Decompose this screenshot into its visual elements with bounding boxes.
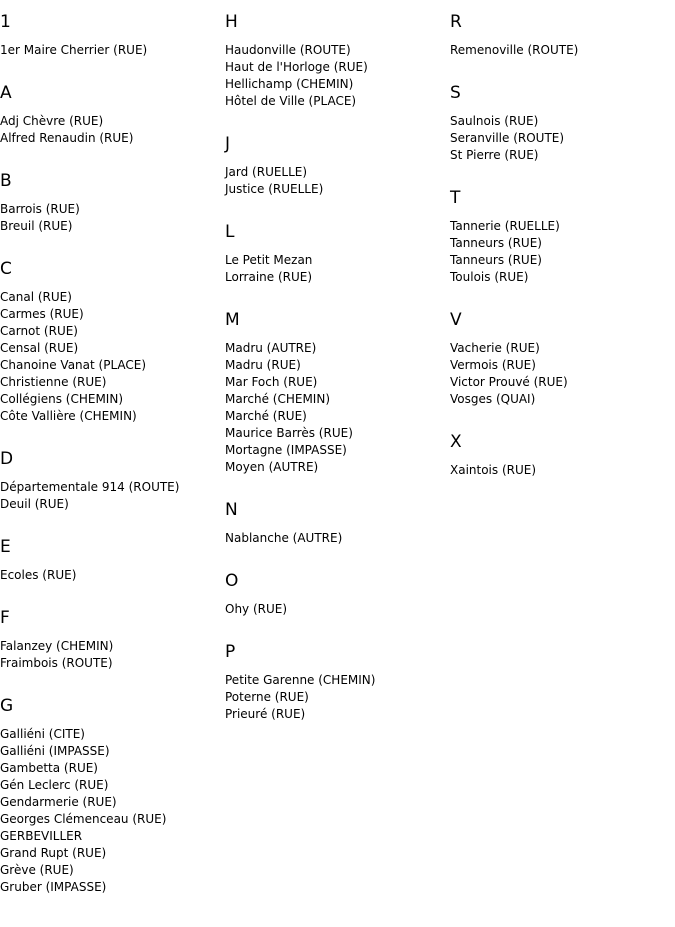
street-link[interactable]: Remenoville (ROUTE) <box>450 43 579 57</box>
letter-section <box>450 0 675 71</box>
street-link[interactable]: Carnot (RUE) <box>0 324 78 338</box>
street-link[interactable]: Gambetta (RUE) <box>0 761 98 775</box>
section-spacer <box>450 164 675 176</box>
letter-heading: N <box>225 500 238 520</box>
street-index-column-2 <box>225 0 450 735</box>
letter-heading: B <box>0 171 12 191</box>
section-spacer <box>225 198 450 210</box>
street-link[interactable]: Xaintois (RUE) <box>450 463 537 477</box>
street-link[interactable]: Chanoine Vanat (PLACE) <box>0 358 147 372</box>
street-link[interactable]: Haut de l'Horloge (RUE) <box>225 60 368 74</box>
street-index-column-3 <box>450 0 675 491</box>
section-spacer <box>0 235 225 247</box>
letter-heading: E <box>0 537 11 557</box>
letter-section <box>225 630 450 735</box>
street-link[interactable]: Tanneurs (RUE) <box>450 236 542 250</box>
letter-heading: V <box>450 310 462 330</box>
street-link[interactable]: Barrois (RUE) <box>0 202 80 216</box>
street-index-column-1 <box>0 0 225 908</box>
street-link[interactable]: Vermois (RUE) <box>450 358 536 372</box>
street-link[interactable]: Vosges (QUAI) <box>450 392 536 406</box>
street-link[interactable]: Mortagne (IMPASSE) <box>225 443 347 457</box>
street-link[interactable]: Jard (RUELLE) <box>225 165 308 179</box>
street-link[interactable]: Christienne (RUE) <box>0 375 107 389</box>
letter-heading: S <box>450 83 461 103</box>
letter-section <box>225 210 450 298</box>
letter-heading: 1 <box>0 12 11 32</box>
street-link[interactable]: Toulois (RUE) <box>450 270 529 284</box>
street-link[interactable]: Tanneurs (RUE) <box>450 253 542 267</box>
street-link[interactable]: Falanzey (CHEMIN) <box>0 639 114 653</box>
letter-heading: M <box>225 310 240 330</box>
street-link[interactable]: Alfred Renaudin (RUE) <box>0 131 134 145</box>
street-link[interactable]: Ecoles (RUE) <box>0 568 77 582</box>
street-link[interactable]: Hôtel de Ville (PLACE) <box>225 94 357 108</box>
street-link[interactable]: Grève (RUE) <box>0 863 74 877</box>
letter-section <box>450 176 675 298</box>
street-link[interactable]: 1er Maire Cherrier (RUE) <box>0 43 148 57</box>
street-link[interactable]: Galliéni (CITE) <box>0 727 85 741</box>
street-link[interactable]: GERBEVILLER <box>0 829 83 843</box>
street-link[interactable]: Vacherie (RUE) <box>450 341 540 355</box>
section-spacer <box>0 513 225 525</box>
section-spacer <box>0 672 225 684</box>
letter-heading: R <box>450 12 462 32</box>
letter-heading: J <box>225 134 231 154</box>
street-link[interactable]: Censal (RUE) <box>0 341 79 355</box>
street-link[interactable]: Fraimbois (ROUTE) <box>0 656 113 670</box>
street-link[interactable]: Côte Vallière (CHEMIN) <box>0 409 137 423</box>
letter-heading: D <box>0 449 14 469</box>
letter-section <box>0 596 225 684</box>
street-link[interactable]: Moyen (AUTRE) <box>225 460 319 474</box>
street-link[interactable]: Le Petit Mezan <box>225 253 313 267</box>
section-spacer <box>225 618 450 630</box>
section-spacer <box>0 896 225 908</box>
street-link[interactable]: Gruber (IMPASSE) <box>0 880 107 894</box>
letter-section <box>225 0 450 122</box>
letter-section <box>450 71 675 176</box>
letter-heading: T <box>450 188 461 208</box>
letter-heading: L <box>225 222 235 242</box>
street-link[interactable]: Lorraine (RUE) <box>225 270 313 284</box>
letter-heading: G <box>0 696 14 716</box>
street-link[interactable]: Poterne (RUE) <box>225 690 309 704</box>
street-link[interactable]: Justice (RUELLE) <box>225 182 324 196</box>
street-link[interactable]: Petite Garenne (CHEMIN) <box>225 673 376 687</box>
letter-section <box>450 298 675 420</box>
section-spacer <box>225 547 450 559</box>
letter-section <box>225 559 450 630</box>
street-link[interactable]: Hellichamp (CHEMIN) <box>225 77 354 91</box>
street-link[interactable]: Victor Prouvé (RUE) <box>450 375 568 389</box>
section-spacer <box>225 110 450 122</box>
letter-section <box>225 298 450 488</box>
letter-heading: F <box>0 608 10 628</box>
street-link[interactable]: Breuil (RUE) <box>0 219 73 233</box>
letter-section <box>0 247 225 437</box>
letter-section <box>0 159 225 247</box>
street-link[interactable]: Tannerie (RUELLE) <box>450 219 560 233</box>
street-link[interactable]: Grand Rupt (RUE) <box>0 846 107 860</box>
section-spacer <box>0 59 225 71</box>
street-link[interactable]: Ohy (RUE) <box>225 602 288 616</box>
street-link[interactable]: Canal (RUE) <box>0 290 72 304</box>
section-spacer <box>450 286 675 298</box>
letter-section <box>225 488 450 559</box>
letter-section <box>0 437 225 525</box>
section-spacer <box>450 408 675 420</box>
street-link[interactable]: Adj Chèvre (RUE) <box>0 114 104 128</box>
street-link[interactable]: Gendarmerie (RUE) <box>0 795 117 809</box>
street-link[interactable]: Haudonville (ROUTE) <box>225 43 351 57</box>
street-link[interactable]: Madru (RUE) <box>225 358 301 372</box>
section-spacer <box>0 584 225 596</box>
section-spacer <box>225 476 450 488</box>
section-spacer <box>450 479 675 491</box>
letter-heading: X <box>450 432 462 452</box>
street-link[interactable]: Collégiens (CHEMIN) <box>0 392 123 406</box>
section-spacer <box>225 723 450 735</box>
letter-heading: H <box>225 12 238 32</box>
letter-section <box>225 122 450 210</box>
street-link[interactable]: Maurice Barrès (RUE) <box>225 426 353 440</box>
letter-section <box>0 0 225 71</box>
letter-heading: O <box>225 571 239 591</box>
letter-heading: C <box>0 259 12 279</box>
street-link[interactable]: Nablanche (AUTRE) <box>225 531 343 545</box>
letter-section <box>450 420 675 491</box>
letter-section <box>0 525 225 596</box>
section-spacer <box>0 425 225 437</box>
street-link[interactable]: Mar Foch (RUE) <box>225 375 318 389</box>
street-link[interactable]: Marché (RUE) <box>225 409 307 423</box>
street-link[interactable]: Galliéni (IMPASSE) <box>0 744 110 758</box>
section-spacer <box>225 286 450 298</box>
section-spacer <box>0 147 225 159</box>
section-spacer <box>450 59 675 71</box>
street-link[interactable]: Madru (AUTRE) <box>225 341 317 355</box>
street-link[interactable]: Gén Leclerc (RUE) <box>0 778 109 792</box>
street-link[interactable]: Saulnois (RUE) <box>450 114 539 128</box>
letter-section <box>0 684 225 908</box>
street-link[interactable]: St Pierre (RUE) <box>450 148 539 162</box>
letter-heading: P <box>225 642 236 662</box>
letter-heading: A <box>0 83 12 103</box>
street-link[interactable]: Prieuré (RUE) <box>225 707 306 721</box>
letter-section <box>0 71 225 159</box>
street-link[interactable]: Georges Clémenceau (RUE) <box>0 812 167 826</box>
street-link[interactable]: Deuil (RUE) <box>0 497 69 511</box>
street-link[interactable]: Marché (CHEMIN) <box>225 392 330 406</box>
street-link[interactable]: Carmes (RUE) <box>0 307 84 321</box>
street-link[interactable]: Seranville (ROUTE) <box>450 131 565 145</box>
street-link[interactable]: Départementale 914 (ROUTE) <box>0 480 180 494</box>
